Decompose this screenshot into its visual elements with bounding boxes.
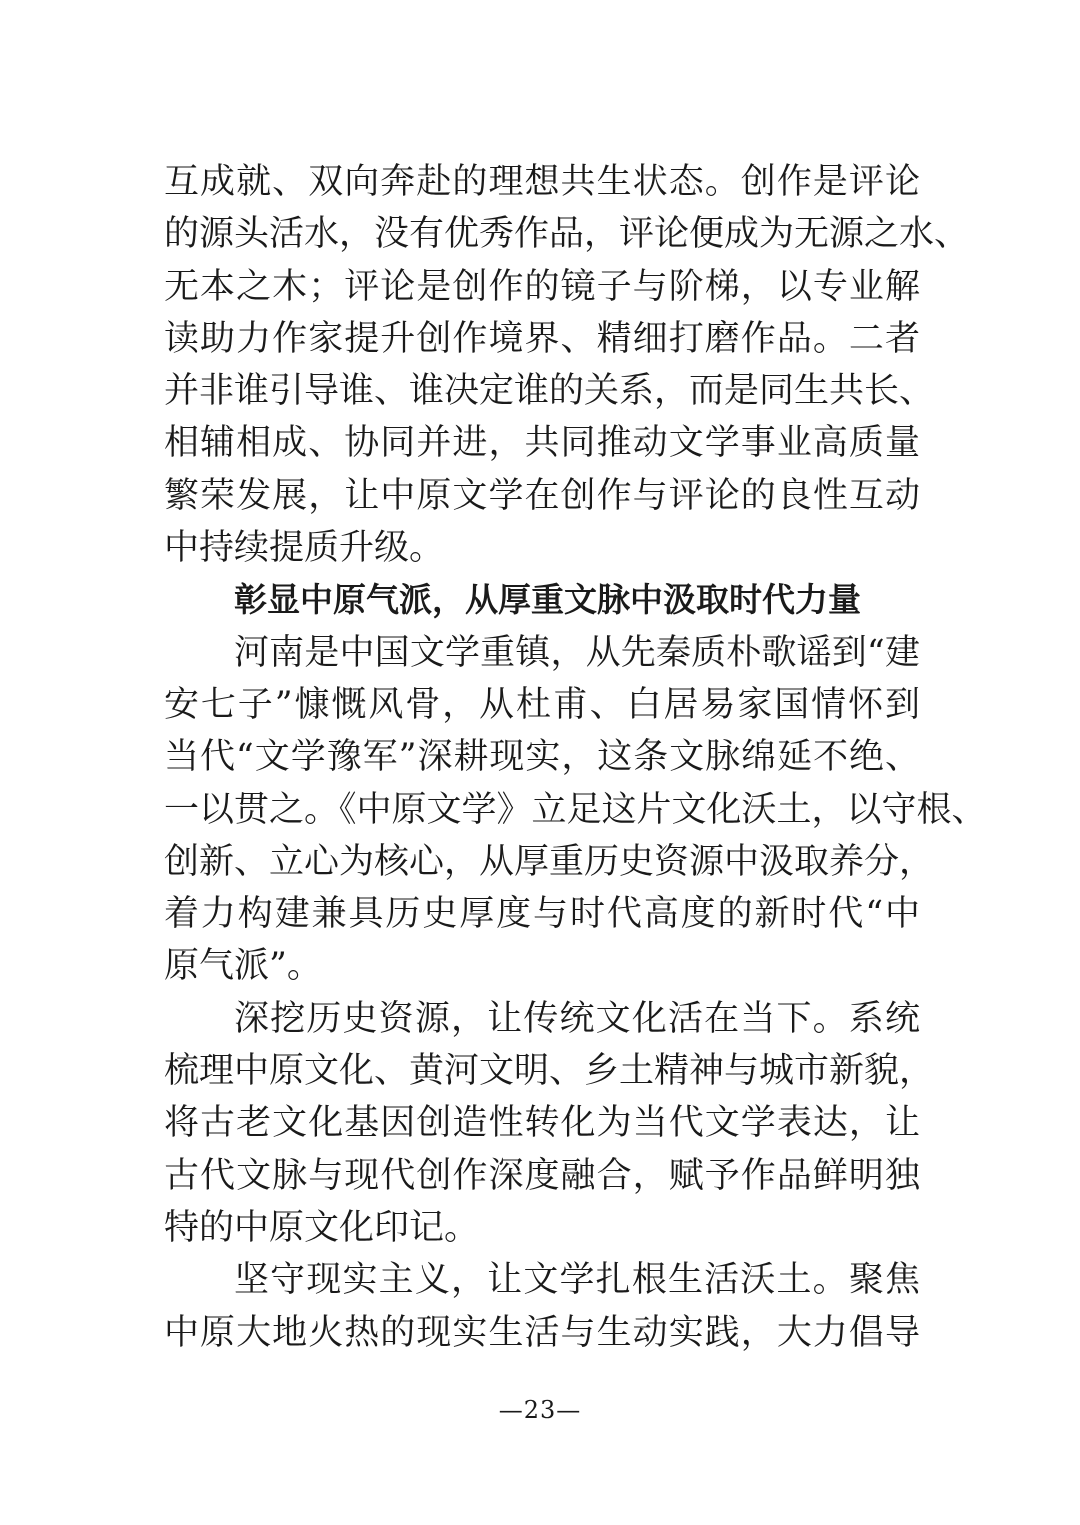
text-line: 并非谁引导谁、谁决定谁的关系，而是同生共长、 xyxy=(164,371,935,412)
body-text xyxy=(164,156,987,1359)
text-line: 着力构建兼具历史厚度与时代高度的新时代“中 xyxy=(164,894,920,935)
text-line: 当代“文学豫军”深耕现实，这条文脉绵延不绝、 xyxy=(164,737,920,778)
section-heading: 彰显中原气派，从厚重文脉中汲取时代力量 xyxy=(234,580,861,620)
text-line: 坚守现实主义，让文学扎根生活沃土。聚焦 xyxy=(234,1260,920,1301)
text-line: 相辅相成、协同并进，共同推动文学事业高质量 xyxy=(164,423,920,464)
text-line: 深挖历史资源，让传统文化活在当下。系统 xyxy=(234,998,920,1039)
text-line: 将古老文化基因创造性转化为当代文学表达，让 xyxy=(164,1103,920,1144)
text-line: 互成就、双向奔赴的理想共生状态。创作是评论 xyxy=(164,162,920,202)
text-line: 无本之木；评论是创作的镜子与阶梯，以专业解 xyxy=(164,266,920,307)
text-line: 读助力作家提升创作境界、精细打磨作品。二者 xyxy=(164,318,920,359)
text-line: 安七子”慷慨风骨，从杜甫、白居易家国情怀到 xyxy=(164,684,920,725)
text-line: 中原大地火热的现实生活与生动实践，大力倡导 xyxy=(164,1312,920,1353)
page-number: —23— xyxy=(498,1396,582,1424)
text-line: 一以贯之。《中原文学》立足这片文化沃土，以守根、 xyxy=(164,789,987,830)
text-line: 创新、立心为核心，从厚重历史资源中汲取养分， xyxy=(164,841,935,882)
text-line: 原气派”。 xyxy=(164,946,322,987)
text-line: 古代文脉与现代创作深度融合，赋予作品鲜明独 xyxy=(164,1155,920,1196)
text-line: 繁荣发展，让中原文学在创作与评论的良性互动 xyxy=(164,475,920,516)
text-line: 梳理中原文化、黄河文明、乡土精神与城市新貌， xyxy=(164,1051,935,1092)
text-line: 河南是中国文学重镇，从先秦质朴歌谣到“建 xyxy=(234,632,920,673)
text-line: 特的中原文化印记。 xyxy=(164,1207,480,1248)
text-line: 的源头活水，没有优秀作品，评论便成为无源之水、 xyxy=(164,214,970,255)
text-line: 中持续提质升级。 xyxy=(164,528,445,569)
